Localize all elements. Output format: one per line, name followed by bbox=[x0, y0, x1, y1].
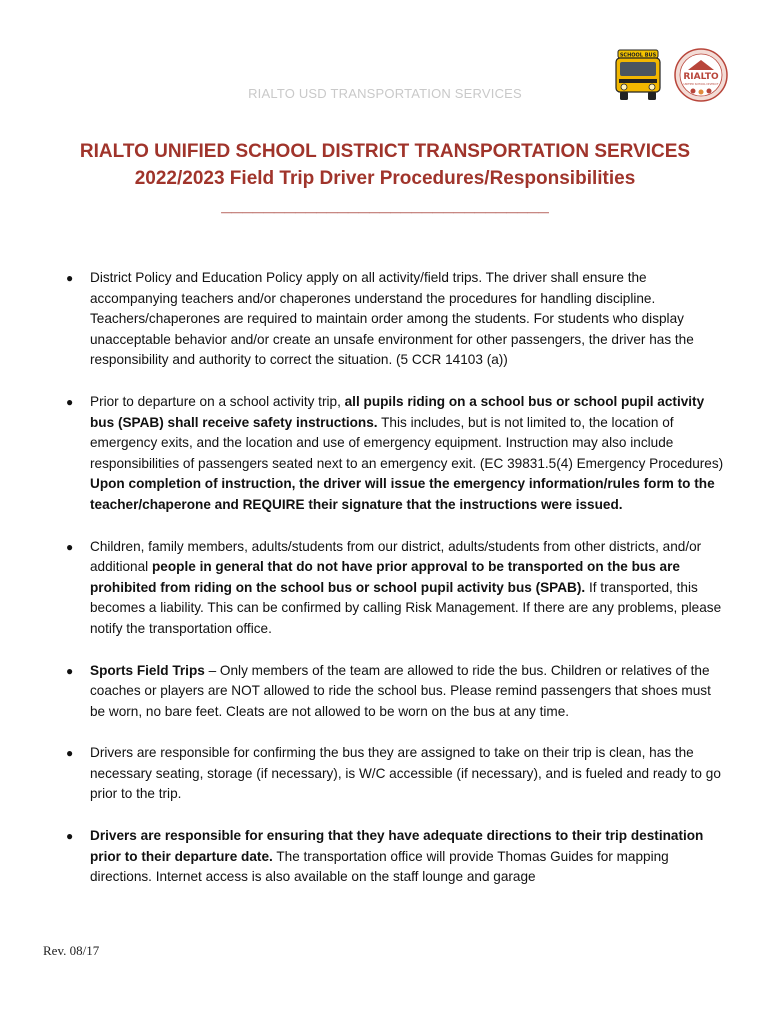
bullet-icon: ● bbox=[66, 829, 74, 844]
title-line-1: RIALTO UNIFIED SCHOOL DISTRICT TRANSPORTATION SERVICES bbox=[79, 141, 691, 162]
list-item: ● Prior to departure on a school activity trip, all pupils riding on a school bus or school pupil activity bus (SPAB) shall receive safety instructions. This includes, but is not limited to, the location of emergency exits, and the location and use of emergency equipment. Instruction may also include responsibilities of passengers seated next to an emergency exit. (EC 39831.5(4) Emergency Procedures) Upon completion of instruction, the driver will issue the emergency information/rules form to the teacher/chaperone and REQUIRE their signature that the instructions were issued. bbox=[66, 393, 724, 512]
procedure-list bbox=[64, 268, 724, 909]
list-item: ● Drivers are responsible for confirming the bus they are assigned to take on their trip is clean, has the necessary seating, storage (if necessary), is W/C accessible (if necessary), and is fueled and ready to go prior to the trip. bbox=[66, 745, 721, 802]
bullet-icon: ● bbox=[66, 394, 74, 409]
running-header: RIALTO USD TRANSPORTATION SERVICES bbox=[248, 86, 522, 101]
list-item: ● Drivers are responsible for ensuring that they have adequate directions to their trip destination prior to their departure date. The transportation office will provide Thomas Guides for mapping directions. Internet access is also available on the staff lounge and garage bbox=[66, 828, 704, 885]
school-bus-logo bbox=[612, 48, 664, 102]
list-item: ● Sports Field Trips – Only members of the team are allowed to ride the bus. Children or relatives of the coaches or players are NOT allowed to ride the school bus. Please remind passengers that shoes must be worn, no bare feet. Cleats are not allowed to be worn on the bus at any time. bbox=[66, 662, 711, 719]
bus-sign-text: SCHOOL BUS bbox=[619, 52, 657, 59]
rialto-district-logo bbox=[674, 48, 728, 102]
revision-footer: Rev. 08/17 bbox=[43, 943, 100, 958]
bullet-icon: ● bbox=[66, 539, 74, 554]
logo-district-name: RIALTO bbox=[683, 72, 719, 82]
bullet-icon: ● bbox=[66, 271, 74, 285]
list-item: ● Children, family members, adults/students from our district, adults/students from other districts, and/or additional people in general that do not have prior approval to be transported on the bus are prohibited from riding on the school bus or school pupil activity bus (SPAB). If transported, this becomes a liability. This can be confirmed by calling Risk Management. If there are any problems, please notify the transportation office. bbox=[66, 538, 722, 636]
document-title bbox=[0, 138, 770, 219]
list-item: ● District Policy and Education Policy apply on all activity/field trips. The driver shall ensure the accompanying teachers and/or chaperones understand the procedures for handling discipline. Teachers/chaperones are required to maintain order among the students. For students who display unacceptable behavior and/or create an unsafe environment for other passengers, the driver has the responsibility and authority to correct the situation. (5 CCR 14103 (a)) bbox=[66, 270, 694, 368]
title-line-2: 2022/2023 Field Trip Driver Procedures/Responsibilities bbox=[134, 168, 636, 189]
bullet-icon: ● bbox=[66, 663, 74, 678]
logo-district-sub: UNIFIED SCHOOL DISTRICT bbox=[683, 83, 719, 86]
bullet-icon: ● bbox=[66, 746, 74, 761]
title-underline: _______________________________ bbox=[221, 195, 549, 216]
